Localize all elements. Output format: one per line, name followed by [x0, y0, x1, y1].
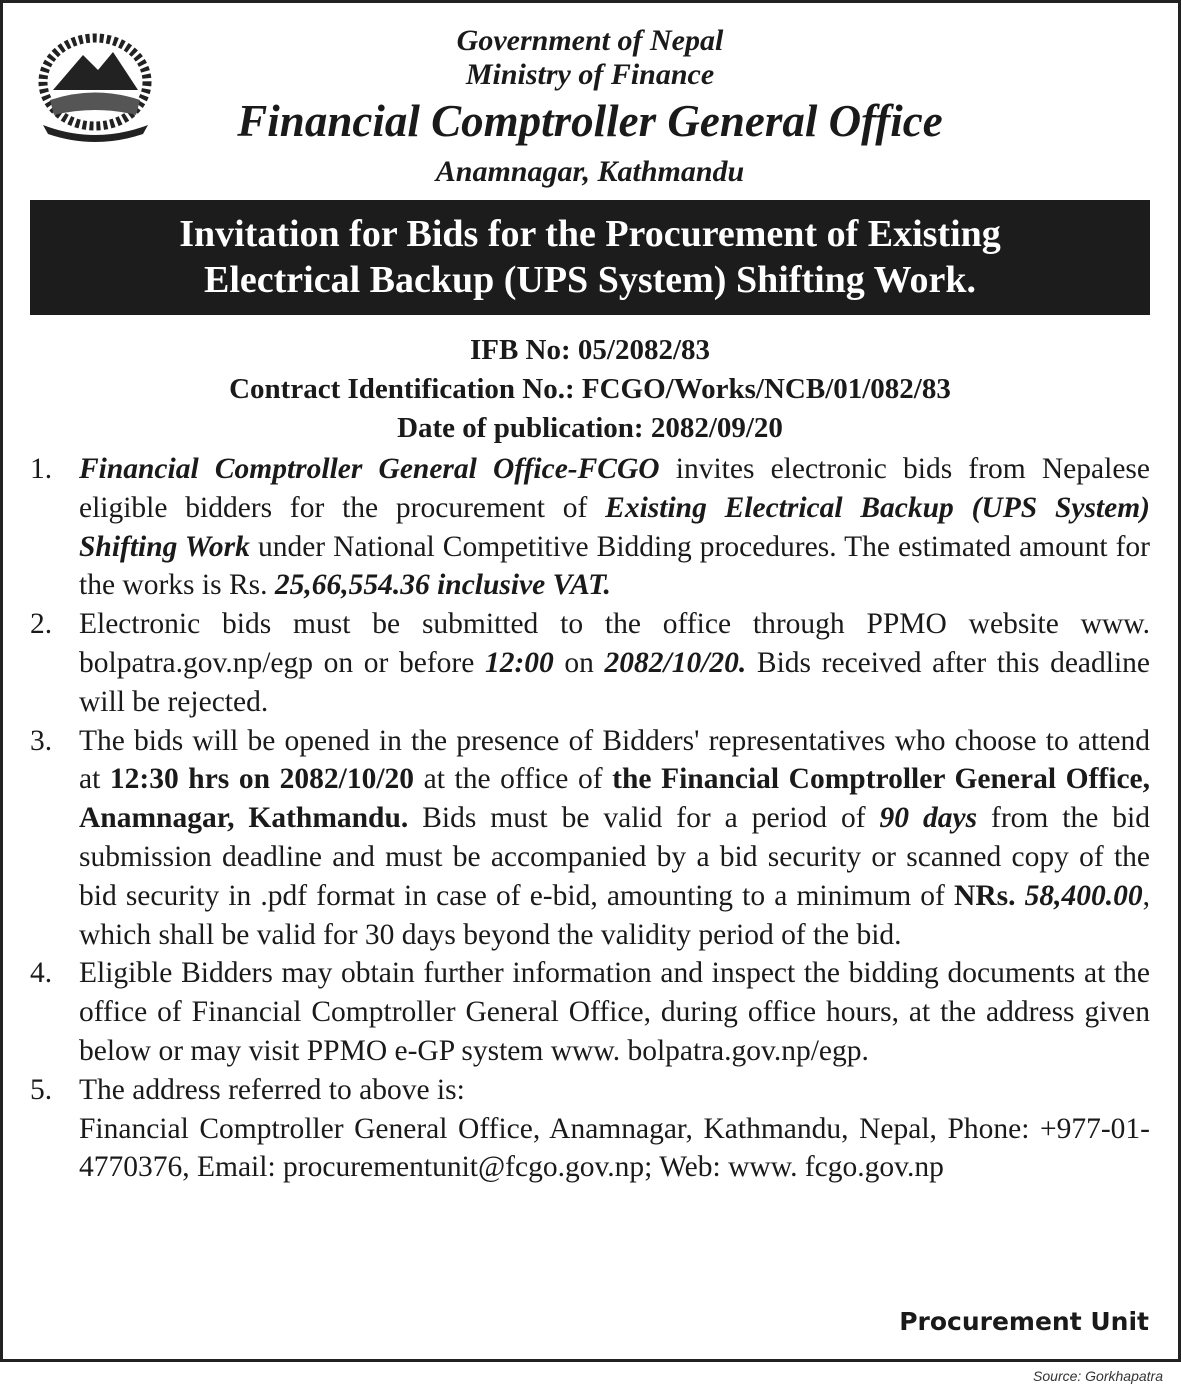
item-number: 5. [30, 1073, 53, 1106]
notice-items [30, 450, 1150, 1187]
government-line: Government of Nepal [456, 24, 724, 57]
text-segment: Existing Electrical Backup (UPS System) Shifting Work [79, 491, 1150, 563]
text-segment: , which shall be valid for 30 days beyond the validity period of the bid. [79, 879, 1151, 951]
item-text [79, 450, 1150, 605]
text-segment: Eligible Bidders may obtain further information and inspect the bidding documents at the office of Financial Comptroller General Office, during office hours, at the address given below or may visit PPMO e-GP system www. bolpatra.gov.np/egp. [79, 957, 1150, 1067]
text-segment: The address referred to above is: [79, 1073, 465, 1106]
item-text [79, 954, 1150, 1070]
text-segment: 90 days [879, 802, 978, 835]
text-segment: NRs. [954, 879, 1025, 912]
office-name: Financial Comptroller General Office [237, 96, 943, 146]
notice-title [30, 200, 1150, 315]
item-text [79, 1071, 1150, 1187]
ministry-line: Ministry of Finance [465, 58, 715, 91]
text-segment: the Financial Comptroller General Office, Anamnagar, Kathmandu. [79, 763, 1151, 835]
text-segment: invites electronic bids from Nepalese eligible bidders for the procurement of [79, 453, 1150, 524]
source-credit: Source: Gorkhapatra [1033, 1368, 1163, 1384]
item-number: 3. [30, 724, 53, 757]
item-number: 1. [30, 453, 53, 485]
text-segment: on [553, 646, 605, 679]
procurement-unit: Procurement Unit [899, 1307, 1149, 1336]
list-item [30, 450, 1150, 605]
publication-date: Date of publication: 2082/09/20 [397, 412, 783, 444]
text-segment: under National Competitive Bidding procedures. The estimated amount for the works is Rs. [79, 530, 1151, 602]
text-segment: 2082/10/20. [604, 646, 747, 679]
text-segment: Bids received after this deadline will be rejected. [79, 646, 1150, 718]
ifb-number: IFB No: 05/2082/83 [469, 334, 711, 366]
text-segment: 58,400.00 [1024, 879, 1143, 912]
text-segment: 25,66,554.36 inclusive VAT. [274, 569, 611, 602]
text-segment: Financial Comptroller General Office, Anamnagar, Kathmandu, Nepal, Phone: +977-01-4770376, Email: procurementunit@fcgo.gov.np; Web: www. fcgo.gov.np [79, 1112, 1150, 1184]
text-segment: from the bid submission deadline and must be accompanied by a bid security or scanned copy of the bid security in .pdf format in case of e-bid, amounting to a minimum of [79, 802, 1150, 912]
nepal-emblem-icon [28, 30, 163, 145]
title-line-2: Electrical Backup (UPS System) Shifting Work. [204, 259, 976, 301]
office-address: Anamnagar, Kathmandu [435, 155, 745, 188]
list-item [30, 1071, 1150, 1187]
list-item [30, 722, 1150, 955]
text-segment: Financial Comptroller General Office-FCGO [79, 453, 660, 485]
text-segment: Bids must be valid for a period of [408, 802, 880, 835]
title-line-1: Invitation for Bids for the Procurement of Existing [179, 213, 1001, 255]
contract-id: Contract Identification No.: FCGO/Works/NCB/01/082/83 [229, 373, 951, 405]
list-item [30, 605, 1150, 721]
item-text [79, 605, 1150, 721]
text-segment: 12:30 hrs on 2082/10/20 [109, 763, 415, 796]
text-segment: Electronic bids must be submitted to the office through PPMO website www. bolpatra.gov.np/egp on or before [79, 608, 1150, 679]
item-number: 4. [30, 957, 53, 990]
text-segment: at the office of [414, 763, 613, 796]
text-segment: The bids will be opened in the presence of Bidders' representatives who choose to attend at [79, 724, 1150, 796]
item-number: 2. [30, 608, 53, 641]
list-item [30, 954, 1150, 1070]
text-segment: 12:00 [484, 646, 554, 679]
item-text [79, 722, 1150, 955]
